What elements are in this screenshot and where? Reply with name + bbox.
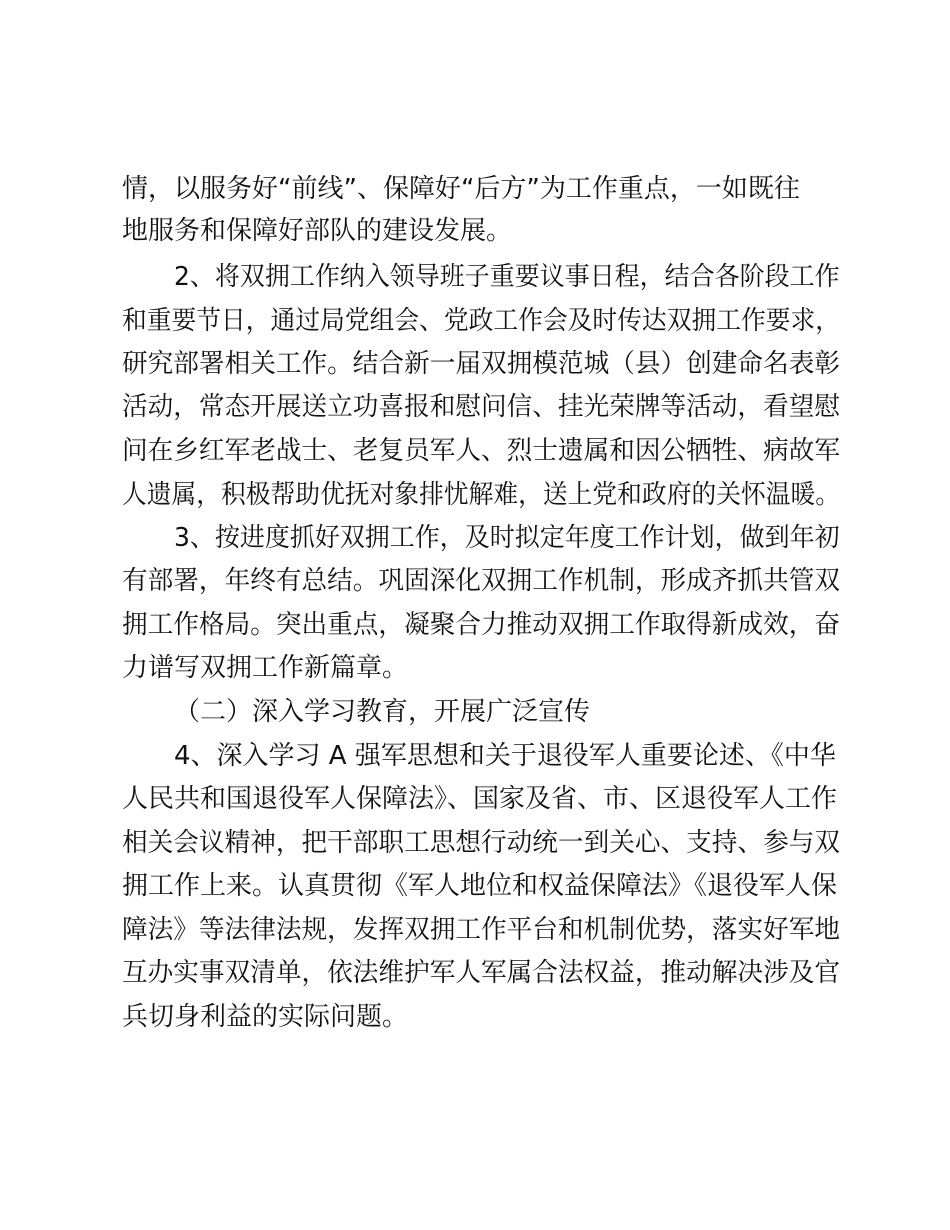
paragraph-line: 人遗属，积极帮助优抚对象排忧解难，送上党和政府的关怀温暖。 — [122, 480, 841, 510]
paragraph-line: 兵切身利益的实际问题。 — [122, 1002, 409, 1032]
paragraph-line: 拥工作上来。认真贯彻《军人地位和权益保障法》《退役军人保 — [122, 871, 838, 901]
paragraph-line: 情，以服务好“前线”、保障好“后方”为工作重点，一如既往 — [122, 174, 800, 204]
paragraph-line: 力谱写双拥工作新篇章。 — [122, 653, 409, 683]
paragraph-line: 4、深入学习 A 强军思想和关于退役军人重要论述、《中华 — [174, 741, 836, 771]
paragraph-line: 研究部署相关工作。结合新一届双拥模范城（县）创建命名表彰 — [122, 349, 841, 379]
paragraph-line: 拥工作格局。突出重点，凝聚合力推动双拥工作取得新成效，奋 — [122, 610, 841, 640]
paragraph-line: 有部署，年终有总结。巩固深化双拥工作机制，形成齐抓共管双 — [122, 566, 841, 596]
paragraph-line: 障法》等法律法规，发挥双拥工作平台和机制优势，落实好军地 — [122, 915, 841, 945]
paragraph-line: 和重要节日，通过局党组会、党政工作会及时传达双拥工作要求， — [122, 306, 841, 336]
paragraph-line: 互办实事双清单，依法维护军人军属合法权益，推动解决涉及官 — [122, 958, 841, 988]
paragraph-line: 相关会议精神，把干部职工思想行动统一到关心、支持、参与双 — [122, 828, 841, 858]
section-heading: （二）深入学习教育，开展广泛宣传 — [174, 697, 591, 727]
paragraph-line: 人民共和国退役军人保障法》、国家及省、市、区退役军人工作 — [122, 784, 838, 814]
paragraph-line: 地服务和保障好部队的建设发展。 — [122, 216, 513, 246]
paragraph-line: 活动，常态开展送立功喜报和慰问信、挂光荣牌等活动，看望慰 — [122, 392, 841, 422]
paragraph-line: 3、按进度抓好双拥工作，及时拟定年度工作计划，做到年初 — [174, 523, 840, 553]
paragraph-line: 2、将双拥工作纳入领导班子重要议事日程，结合各阶段工作 — [174, 262, 840, 292]
paragraph-line: 问在乡红军老战士、老复员军人、烈士遗属和因公牺牲、病故军 — [122, 436, 841, 466]
